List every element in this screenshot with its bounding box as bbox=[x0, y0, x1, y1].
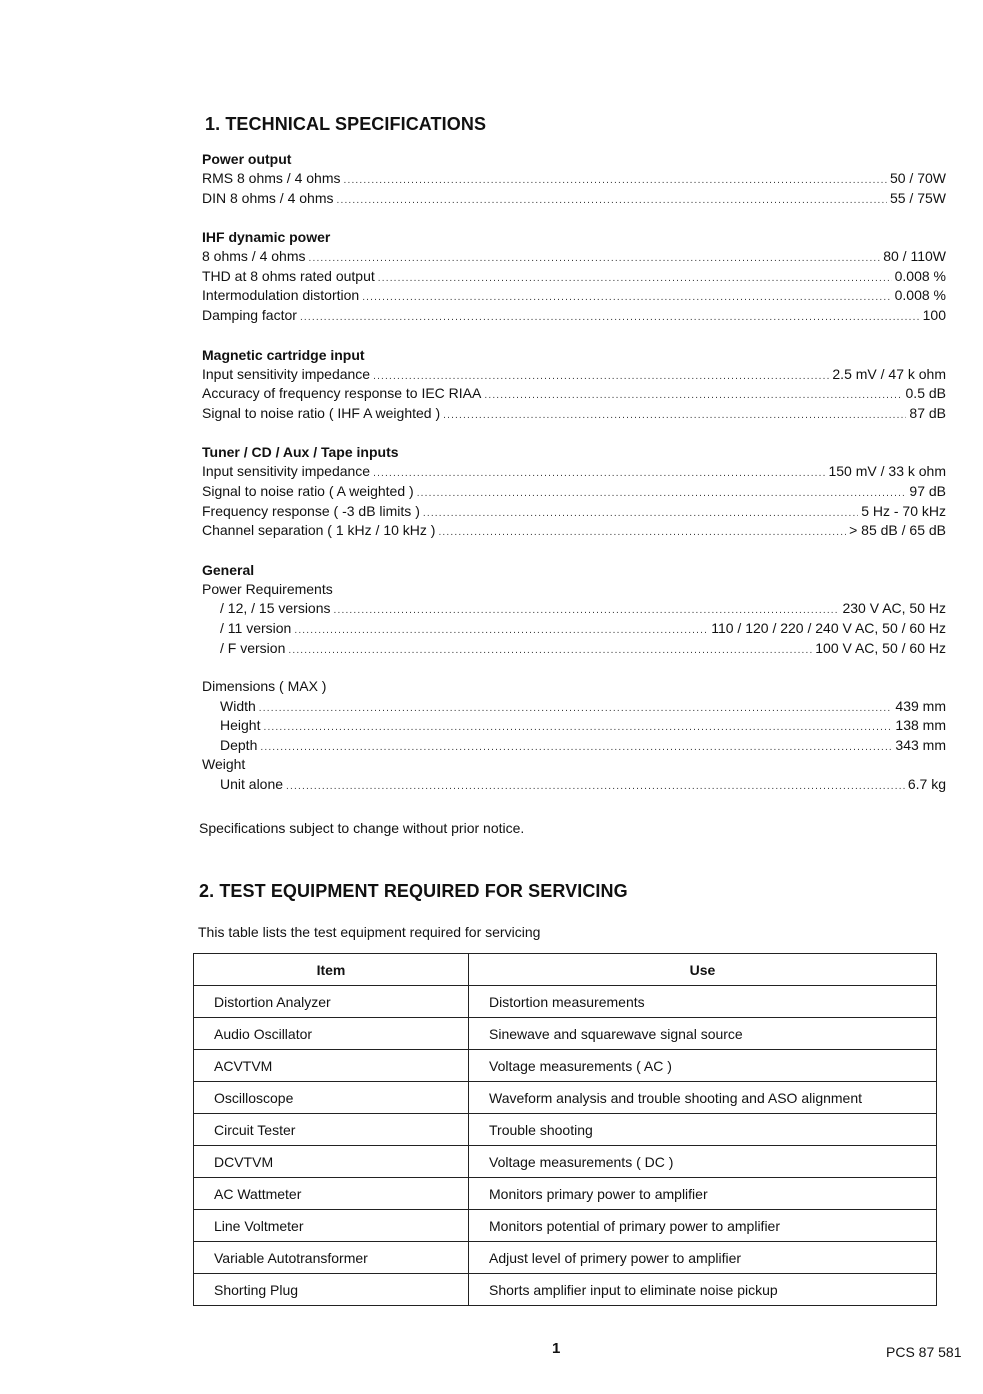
table-row bbox=[194, 1082, 937, 1114]
table-row bbox=[194, 986, 937, 1018]
spec-value: 110 / 120 / 220 / 240 V AC, 50 / 60 Hz bbox=[711, 619, 946, 636]
spec-value: 230 V AC, 50 Hz bbox=[842, 600, 946, 617]
spec-value: > 85 dB / 65 dB bbox=[849, 522, 946, 539]
spec-value: 50 / 70W bbox=[889, 170, 946, 186]
spec-label: Signal to noise ratio ( A weighted ) bbox=[202, 482, 414, 499]
table-row bbox=[194, 1146, 937, 1178]
spec-label: Signal to noise ratio ( IHF A weighted ) bbox=[202, 404, 441, 421]
spec-label: 8 ohms / 4 ohms bbox=[202, 248, 306, 265]
spec-row bbox=[202, 697, 946, 717]
group-title: Tuner / CD / Aux / Tape inputs bbox=[202, 444, 399, 461]
spec-label: Input sensitivity impedance bbox=[202, 463, 371, 480]
page-number: 1 bbox=[552, 1340, 561, 1357]
group-title: IHF dynamic power bbox=[202, 229, 331, 246]
spec-label: RMS 8 ohms / 4 ohms bbox=[202, 170, 341, 186]
use-cell: Adjust level of primery power to amplifier bbox=[469, 1242, 937, 1274]
table-intro: This table lists the test equipment required for servicing bbox=[198, 924, 541, 940]
dot-leader bbox=[438, 523, 846, 543]
spec-row bbox=[202, 189, 946, 209]
group-title: Magnetic cartridge input bbox=[202, 346, 365, 363]
spec-value: 343 mm bbox=[895, 736, 946, 753]
spec-row bbox=[202, 462, 946, 482]
column-header-item: Item bbox=[194, 954, 469, 986]
spec-label: / 11 version bbox=[220, 619, 292, 636]
spec-label: / 12, / 15 versions bbox=[220, 600, 331, 617]
dot-leader bbox=[484, 386, 902, 406]
table-row bbox=[194, 1210, 937, 1242]
spec-row bbox=[202, 639, 946, 659]
spec-value: 87 dB bbox=[909, 404, 946, 421]
item-cell: Shorting Plug bbox=[194, 1274, 469, 1306]
table-row bbox=[194, 1274, 937, 1306]
use-cell: Distortion measurements bbox=[469, 986, 937, 1018]
weight-label: Weight bbox=[202, 756, 246, 773]
spec-label: Frequency response ( -3 dB limits ) bbox=[202, 502, 420, 519]
dot-leader bbox=[362, 288, 891, 308]
spec-value: 55 / 75W bbox=[889, 189, 946, 206]
spec-row bbox=[202, 169, 946, 189]
dot-leader bbox=[423, 504, 858, 524]
table-row bbox=[194, 1242, 937, 1274]
spec-row bbox=[202, 482, 946, 502]
item-cell: AC Wattmeter bbox=[194, 1178, 469, 1210]
spec-row bbox=[202, 502, 946, 522]
document-code: PCS 87 581 bbox=[886, 1344, 962, 1360]
item-cell: DCVTVM bbox=[194, 1146, 469, 1178]
dot-leader bbox=[443, 406, 906, 426]
spec-label: Channel separation ( 1 kHz / 10 kHz ) bbox=[202, 522, 436, 539]
group-title: General bbox=[202, 561, 255, 578]
dot-leader bbox=[286, 777, 905, 797]
dot-leader bbox=[344, 171, 887, 191]
spec-row bbox=[202, 267, 946, 287]
spec-label: Height bbox=[220, 717, 261, 734]
table-header-row bbox=[194, 954, 937, 986]
spec-row bbox=[202, 247, 946, 267]
table-row bbox=[194, 1114, 937, 1146]
use-cell: Monitors primary power to amplifier bbox=[469, 1178, 937, 1210]
dot-leader bbox=[309, 249, 881, 269]
dot-leader bbox=[288, 641, 812, 661]
item-cell: Line Voltmeter bbox=[194, 1210, 469, 1242]
spec-label: Damping factor bbox=[202, 306, 297, 323]
spec-value: 0.5 dB bbox=[905, 385, 946, 402]
item-cell: Variable Autotransformer bbox=[194, 1242, 469, 1274]
spec-label: THD at 8 ohms rated output bbox=[202, 267, 375, 284]
use-cell: Monitors potential of primary power to amplifier bbox=[469, 1210, 937, 1242]
dimensions-label: Dimensions ( MAX ) bbox=[202, 678, 327, 695]
item-cell: Audio Oscillator bbox=[194, 1018, 469, 1050]
spec-label: Width bbox=[220, 697, 256, 714]
spec-value: 138 mm bbox=[895, 717, 946, 734]
group-title: Power output bbox=[202, 151, 292, 167]
dot-leader bbox=[373, 464, 825, 484]
item-cell: Oscilloscope bbox=[194, 1082, 469, 1114]
spec-label: Accuracy of frequency response to IEC RIAA bbox=[202, 385, 482, 402]
dot-leader bbox=[263, 718, 892, 738]
spec-value: 97 dB bbox=[909, 482, 946, 499]
spec-label: / F version bbox=[220, 639, 286, 656]
dot-leader bbox=[417, 484, 907, 504]
use-cell: Trouble shooting bbox=[469, 1114, 937, 1146]
spec-row bbox=[202, 521, 946, 541]
spec-row bbox=[202, 286, 946, 306]
spec-value: 5 Hz - 70 kHz bbox=[861, 502, 946, 519]
spec-row bbox=[202, 306, 946, 326]
use-cell: Waveform analysis and trouble shooting and ASO alignment bbox=[469, 1082, 937, 1114]
spec-label: Input sensitivity impedance bbox=[202, 365, 371, 382]
item-cell: Circuit Tester bbox=[194, 1114, 469, 1146]
spec-value: 150 mV / 33 k ohm bbox=[828, 463, 946, 480]
section2-title: 2. TEST EQUIPMENT REQUIRED FOR SERVICING bbox=[199, 881, 628, 901]
specifications-note: Specifications subject to change without prior notice. bbox=[199, 820, 525, 836]
dot-leader bbox=[337, 191, 887, 211]
spec-label: Depth bbox=[220, 736, 258, 753]
dot-leader bbox=[300, 308, 920, 328]
spec-label: Unit alone bbox=[220, 776, 284, 793]
spec-value: 0.008 % bbox=[894, 267, 946, 284]
spec-row bbox=[202, 736, 946, 756]
table-row bbox=[194, 1050, 937, 1082]
column-header-use: Use bbox=[469, 954, 937, 986]
spec-row bbox=[202, 775, 946, 795]
spec-value: 80 / 110W bbox=[883, 248, 946, 265]
spec-value: 100 V AC, 50 / 60 Hz bbox=[815, 639, 946, 656]
use-cell: Shorts amplifier input to eliminate noise pickup bbox=[469, 1274, 937, 1306]
section1-title: 1. TECHNICAL SPECIFICATIONS bbox=[205, 114, 487, 134]
spec-value: 0.008 % bbox=[894, 287, 946, 304]
dot-leader bbox=[259, 699, 893, 719]
table-row bbox=[194, 1178, 937, 1210]
spec-row bbox=[202, 599, 946, 619]
use-cell: Sinewave and squarewave signal source bbox=[469, 1018, 937, 1050]
power-requirements-label: Power Requirements bbox=[202, 580, 333, 597]
specifications-section bbox=[202, 149, 946, 795]
item-cell: ACVTVM bbox=[194, 1050, 469, 1082]
spec-row bbox=[202, 619, 946, 639]
spec-row bbox=[202, 716, 946, 736]
dot-leader bbox=[260, 738, 892, 758]
dot-leader bbox=[378, 269, 892, 289]
spec-row bbox=[202, 384, 946, 404]
spec-row bbox=[202, 365, 946, 385]
spec-value: 439 mm bbox=[895, 697, 946, 714]
spec-label: Intermodulation distortion bbox=[202, 287, 360, 304]
dot-leader bbox=[294, 621, 708, 641]
test-equipment-table bbox=[193, 953, 937, 1306]
spec-row bbox=[202, 404, 946, 424]
use-cell: Voltage measurements ( AC ) bbox=[469, 1050, 937, 1082]
spec-value: 100 bbox=[922, 306, 946, 323]
spec-value: 6.7 kg bbox=[907, 776, 946, 793]
spec-value: 2.5 mV / 47 k ohm bbox=[832, 365, 946, 382]
spec-label: DIN 8 ohms / 4 ohms bbox=[202, 189, 334, 206]
item-cell: Distortion Analyzer bbox=[194, 986, 469, 1018]
use-cell: Voltage measurements ( DC ) bbox=[469, 1146, 937, 1178]
table-row bbox=[194, 1018, 937, 1050]
